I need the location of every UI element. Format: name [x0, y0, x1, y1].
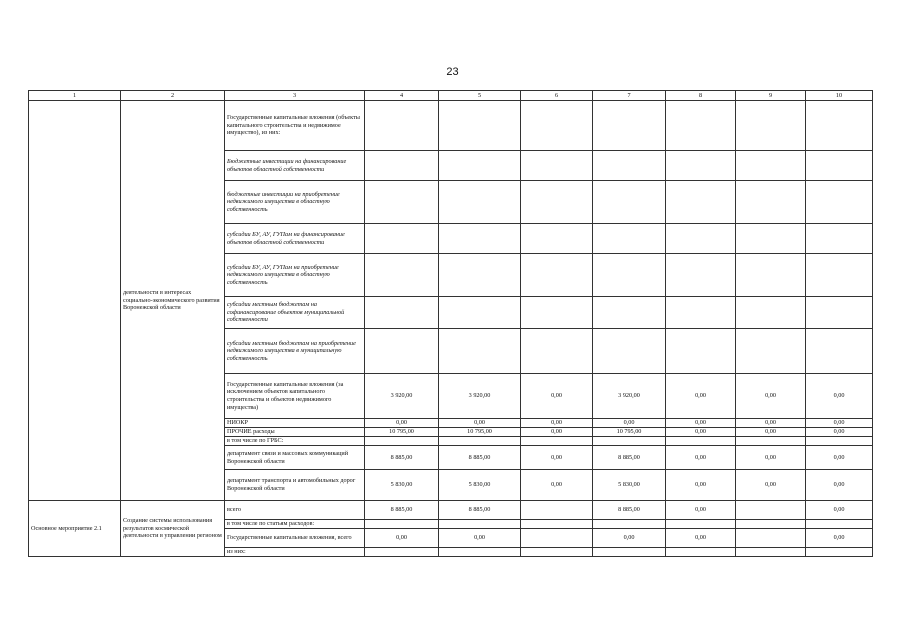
value-cell — [666, 520, 736, 529]
value-cell: 0,00 — [806, 501, 873, 520]
expense-type-cell: субсидии БУ, АУ, ГУПам на приобретение недвижимого имущества в областную собственность — [225, 254, 365, 297]
value-cell — [521, 151, 593, 181]
value-cell: 8 885,00 — [593, 501, 666, 520]
value-cell — [439, 437, 521, 446]
value-cell: 0,00 — [736, 470, 806, 501]
value-cell: 5 830,00 — [365, 470, 439, 501]
value-cell — [736, 329, 806, 374]
value-cell — [365, 151, 439, 181]
value-cell: 0,00 — [806, 428, 873, 437]
value-cell — [365, 101, 439, 151]
expense-type-cell: в том числе по ГРБС: — [225, 437, 365, 446]
value-cell: 0,00 — [521, 374, 593, 419]
value-cell: 0,00 — [593, 529, 666, 548]
value-cell — [736, 501, 806, 520]
value-cell — [365, 548, 439, 557]
column-header: 8 — [666, 91, 736, 101]
value-cell — [439, 101, 521, 151]
value-cell — [666, 254, 736, 297]
value-cell: 8 885,00 — [365, 446, 439, 470]
value-cell — [666, 224, 736, 254]
table-body — [29, 101, 873, 557]
expense-type-cell: Бюджетные инвестиции на финансирование объектов областной собственности — [225, 151, 365, 181]
value-cell: 0,00 — [521, 428, 593, 437]
value-cell: 10 795,00 — [439, 428, 521, 437]
value-cell: 0,00 — [806, 529, 873, 548]
value-cell — [806, 151, 873, 181]
value-cell — [521, 181, 593, 224]
expense-type-cell: субсидии местным бюджетам на софинансирование объектов муниципальной собственности — [225, 297, 365, 329]
measure-name-cell — [29, 101, 121, 501]
value-cell — [666, 181, 736, 224]
column-header: 7 — [593, 91, 666, 101]
value-cell — [593, 520, 666, 529]
value-cell — [521, 101, 593, 151]
value-cell: 0,00 — [806, 374, 873, 419]
value-cell — [736, 529, 806, 548]
value-cell — [521, 329, 593, 374]
value-cell: 10 795,00 — [593, 428, 666, 437]
value-cell — [666, 548, 736, 557]
value-cell — [806, 224, 873, 254]
expense-type-cell: Государственные капитальные вложения, всего — [225, 529, 365, 548]
value-cell — [439, 520, 521, 529]
value-cell — [439, 297, 521, 329]
expense-type-cell: департамент связи и массовых коммуникаций Воронежской области — [225, 446, 365, 470]
value-cell — [521, 224, 593, 254]
value-cell: 0,00 — [521, 419, 593, 428]
value-cell — [736, 101, 806, 151]
value-cell: 0,00 — [365, 529, 439, 548]
expense-type-cell: субсидии местным бюджетам на приобретение недвижимого имущества в муниципальную собственность — [225, 329, 365, 374]
value-cell — [521, 520, 593, 529]
value-cell — [439, 254, 521, 297]
value-cell: 10 795,00 — [365, 428, 439, 437]
value-cell: 8 885,00 — [593, 446, 666, 470]
value-cell: 0,00 — [666, 470, 736, 501]
page-number: 23 — [446, 66, 459, 78]
expense-type-cell: в том числе по статьям расходов: — [225, 520, 365, 529]
value-cell — [439, 151, 521, 181]
expense-type-cell: ПРОЧИЕ расходы — [225, 428, 365, 437]
value-cell: 0,00 — [736, 374, 806, 419]
value-cell — [439, 181, 521, 224]
value-cell: 0,00 — [666, 374, 736, 419]
value-cell: 0,00 — [736, 446, 806, 470]
measure-description-cell: Создание системы использования результатов космической деятельности в управлении регионом — [121, 501, 225, 557]
value-cell — [365, 254, 439, 297]
value-cell — [365, 297, 439, 329]
column-header: 3 — [225, 91, 365, 101]
value-cell — [521, 501, 593, 520]
value-cell — [736, 437, 806, 446]
value-cell: 0,00 — [736, 419, 806, 428]
value-cell — [666, 151, 736, 181]
budget-table — [28, 90, 873, 557]
expense-type-cell: всего — [225, 501, 365, 520]
expense-type-cell: Государственные капитальные вложения (за исключением объектов капитального строительства и объектов недвижимого имущества) — [225, 374, 365, 419]
value-cell — [736, 254, 806, 297]
expense-type-cell: департамент транспорта и автомобильных дорог Воронежской области — [225, 470, 365, 501]
value-cell: 0,00 — [806, 470, 873, 501]
value-cell: 5 830,00 — [593, 470, 666, 501]
value-cell: 0,00 — [666, 419, 736, 428]
value-cell — [666, 329, 736, 374]
value-cell: 0,00 — [521, 470, 593, 501]
table-row — [29, 101, 873, 151]
value-cell — [593, 181, 666, 224]
value-cell — [521, 254, 593, 297]
value-cell: 8 885,00 — [439, 501, 521, 520]
table-row — [29, 501, 873, 520]
column-header: 9 — [736, 91, 806, 101]
value-cell: 0,00 — [439, 419, 521, 428]
value-cell — [666, 101, 736, 151]
value-cell — [521, 529, 593, 548]
value-cell — [736, 548, 806, 557]
value-cell: 0,00 — [439, 529, 521, 548]
value-cell — [806, 437, 873, 446]
value-cell: 0,00 — [666, 501, 736, 520]
value-cell: 0,00 — [593, 419, 666, 428]
value-cell — [806, 297, 873, 329]
value-cell — [806, 181, 873, 224]
column-header: 6 — [521, 91, 593, 101]
value-cell — [593, 254, 666, 297]
value-cell: 0,00 — [736, 428, 806, 437]
value-cell — [806, 548, 873, 557]
value-cell — [666, 297, 736, 329]
expense-type-cell: Государственные капитальные вложения (объекты капитального строительства и недвижимое имущество), из них: — [225, 101, 365, 151]
value-cell — [736, 181, 806, 224]
value-cell: 0,00 — [806, 446, 873, 470]
column-header: 5 — [439, 91, 521, 101]
value-cell — [593, 329, 666, 374]
value-cell — [365, 329, 439, 374]
value-cell — [736, 520, 806, 529]
value-cell — [593, 437, 666, 446]
value-cell — [593, 297, 666, 329]
expense-type-cell: субсидии БУ, АУ, ГУПам на финансирование объектов областной собственности — [225, 224, 365, 254]
value-cell — [736, 151, 806, 181]
expense-type-cell: бюджетные инвестиции на приобретение недвижимого имущества в областную собственность — [225, 181, 365, 224]
measure-name-cell: Основное мероприятие 2.1 — [29, 501, 121, 557]
value-cell: 0,00 — [806, 419, 873, 428]
column-header: 1 — [29, 91, 121, 101]
value-cell — [365, 181, 439, 224]
value-cell — [736, 224, 806, 254]
value-cell — [521, 437, 593, 446]
value-cell: 8 885,00 — [439, 446, 521, 470]
value-cell — [365, 437, 439, 446]
value-cell: 0,00 — [666, 446, 736, 470]
value-cell: 5 830,00 — [439, 470, 521, 501]
column-header: 2 — [121, 91, 225, 101]
value-cell: 0,00 — [365, 419, 439, 428]
value-cell — [806, 520, 873, 529]
value-cell — [439, 548, 521, 557]
value-cell: 0,00 — [521, 446, 593, 470]
column-header: 10 — [806, 91, 873, 101]
value-cell — [666, 437, 736, 446]
value-cell — [439, 329, 521, 374]
value-cell — [593, 101, 666, 151]
expense-type-cell: НИОКР — [225, 419, 365, 428]
value-cell: 3 920,00 — [365, 374, 439, 419]
measure-description-cell: деятельности в интересах социально-экономического развития Воронежской области — [121, 101, 225, 501]
value-cell — [365, 520, 439, 529]
value-cell — [806, 101, 873, 151]
value-cell: 0,00 — [666, 529, 736, 548]
value-cell — [365, 224, 439, 254]
value-cell — [736, 297, 806, 329]
value-cell: 0,00 — [666, 428, 736, 437]
value-cell — [521, 297, 593, 329]
value-cell: 8 885,00 — [365, 501, 439, 520]
value-cell: 3 920,00 — [593, 374, 666, 419]
value-cell: 3 920,00 — [439, 374, 521, 419]
value-cell — [521, 548, 593, 557]
column-header: 4 — [365, 91, 439, 101]
column-number-row — [29, 91, 873, 101]
value-cell — [593, 151, 666, 181]
value-cell — [439, 224, 521, 254]
value-cell — [806, 329, 873, 374]
value-cell — [806, 254, 873, 297]
value-cell — [593, 548, 666, 557]
value-cell — [593, 224, 666, 254]
expense-type-cell: из них: — [225, 548, 365, 557]
